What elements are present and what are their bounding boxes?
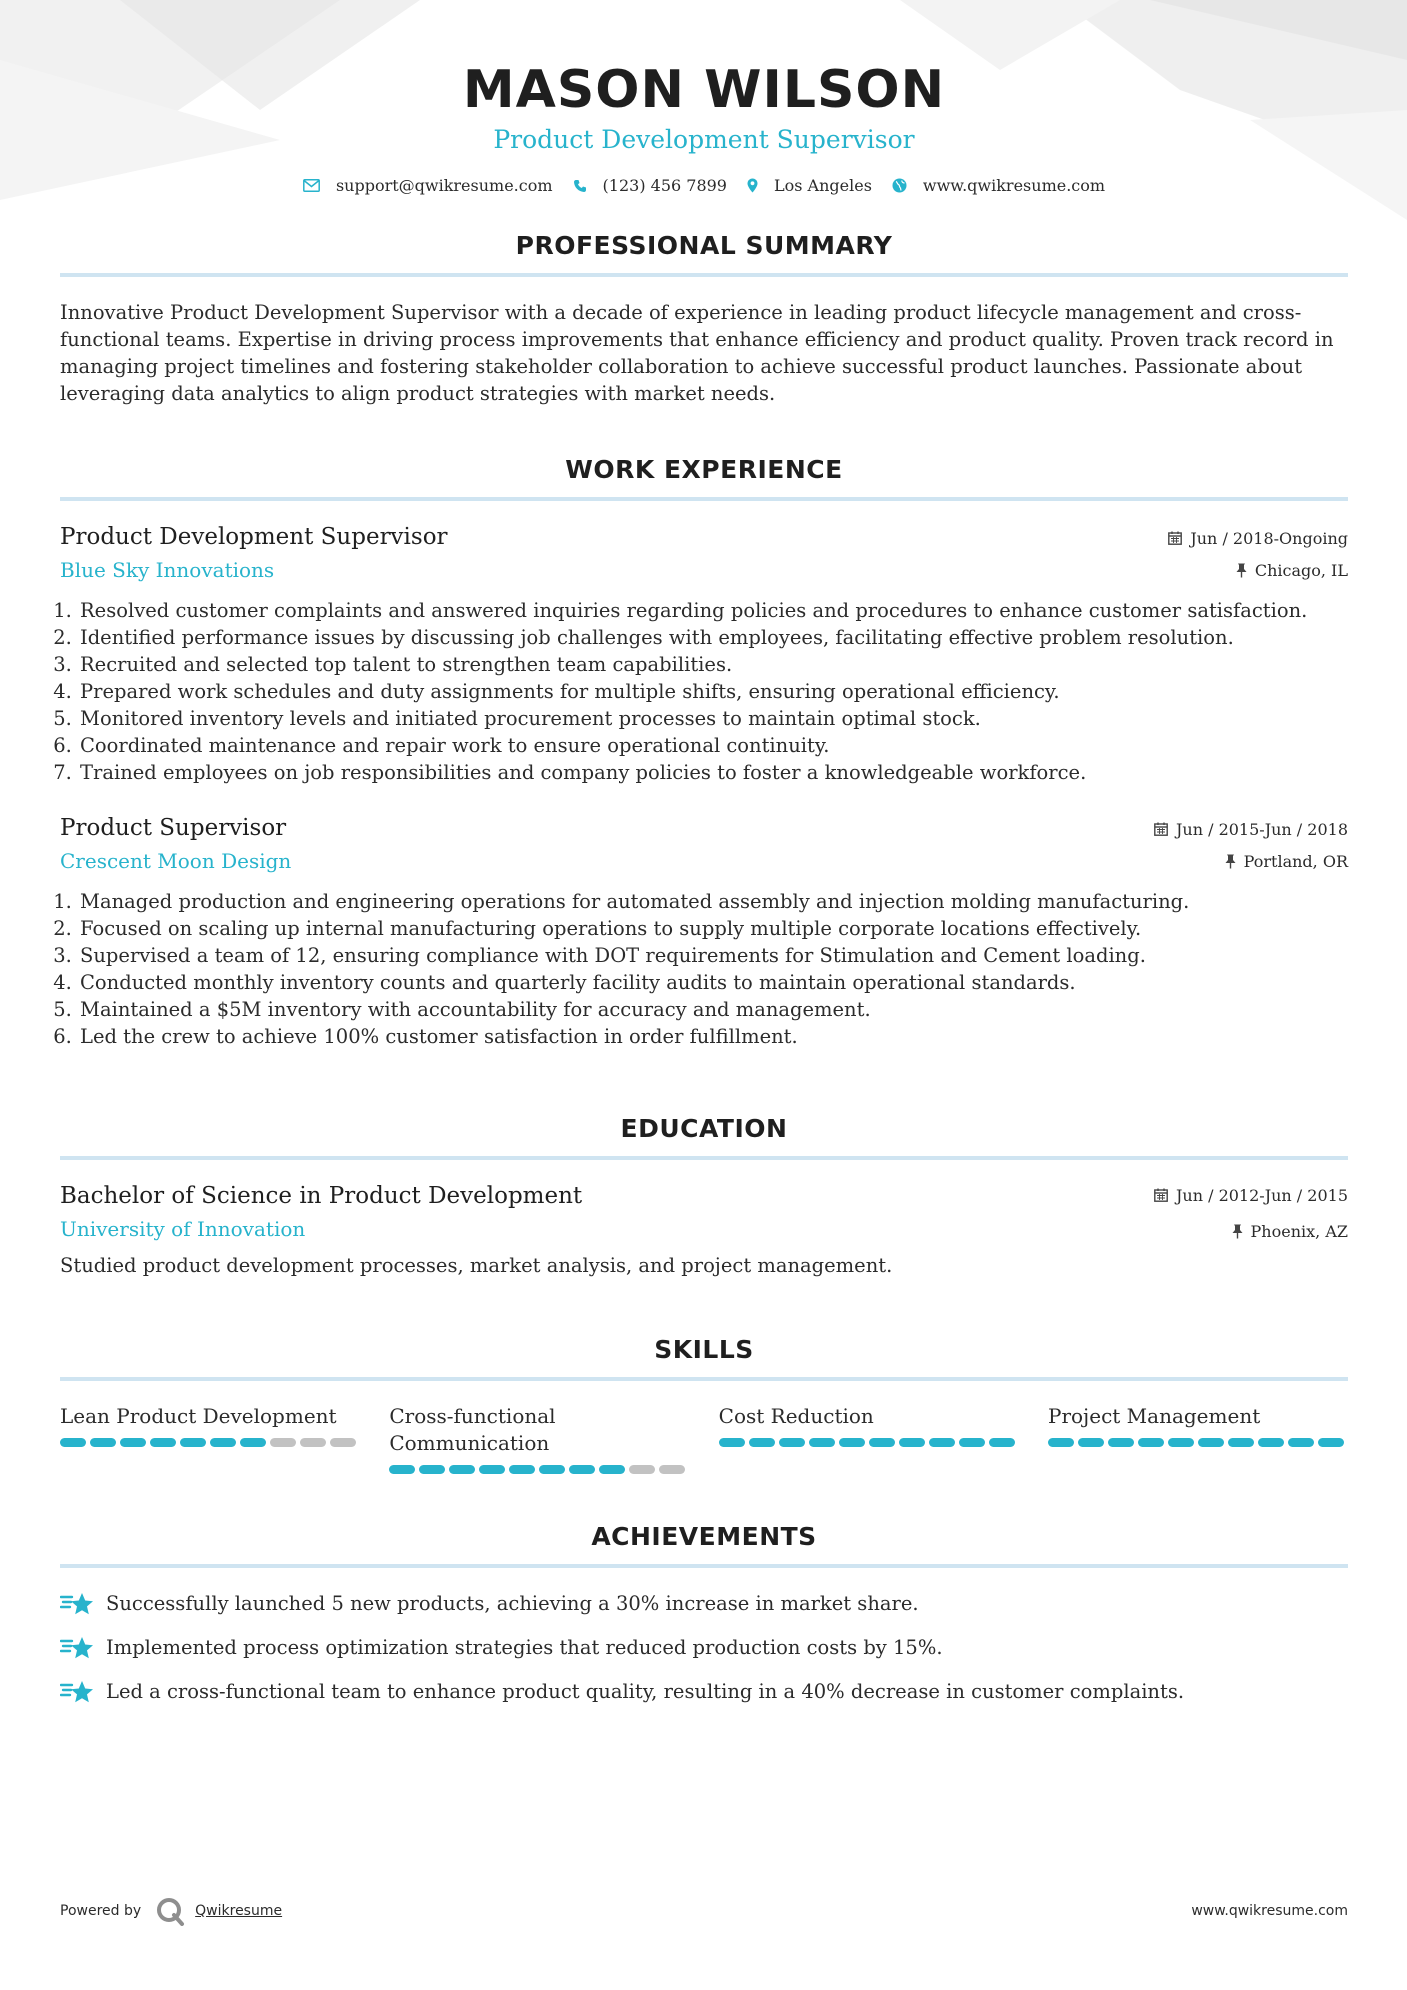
- education-entry: [60, 1182, 1348, 1279]
- list-item: 6. Coordinated maintenance and repair work to ensure operational continuity.: [78, 732, 1348, 759]
- contact-phone[interactable]: [573, 176, 727, 195]
- skill-item: [1048, 1403, 1348, 1474]
- powered-by-label: Powered by: [60, 1903, 142, 1919]
- shooting-star-icon: [60, 1635, 94, 1661]
- website-text: www.qwikresume.com: [922, 176, 1106, 195]
- globe-icon: [892, 178, 907, 193]
- job-company: Blue Sky Innovations: [60, 558, 275, 582]
- summary-text: Innovative Product Development Supervisor with a decade of experience in leading product lifecycle management and cross-functional teams. Expertise in driving process improvements that enhance efficiency and product quality. Proven track record in managing project timelines and fostering stakeholder collaboration to achieve successful product launches. Passionate about leveraging data analytics to align product strategies with market needs.: [60, 301, 1334, 405]
- skill-level-bar: [1048, 1438, 1348, 1447]
- skill-level-dot: [90, 1438, 116, 1447]
- list-item: 4. Prepared work schedules and duty assignments for multiple shifts, ensuring operational efficiency.: [78, 678, 1348, 705]
- achievement-text: Implemented process optimization strategies that reduced production costs by 15%.: [106, 1636, 943, 1659]
- phone-icon: [573, 179, 587, 193]
- page-footer: [60, 1896, 1348, 1926]
- skill-level-dot: [929, 1438, 955, 1447]
- resume-header: [60, 0, 1348, 195]
- achievement-text: Led a cross-functional team to enhance product quality, resulting in a 40% decrease in customer complaints.: [106, 1680, 1185, 1703]
- email-text: support@qwikresume.com: [335, 176, 553, 195]
- skill-name: Lean Product Development: [60, 1404, 337, 1428]
- education-dates: Jun / 2012-Jun / 2015: [1175, 1185, 1348, 1205]
- education-location: Phoenix, AZ: [1250, 1221, 1348, 1241]
- list-item: [60, 1678, 1348, 1705]
- achievements-section: [60, 1522, 1348, 1705]
- location-text: Los Angeles: [773, 176, 872, 195]
- skill-level-dot: [449, 1465, 475, 1474]
- pushpin-icon: [1236, 563, 1247, 578]
- skill-level-dot: [270, 1438, 296, 1447]
- list-item: [60, 1634, 1348, 1661]
- list-item: [60, 1590, 1348, 1617]
- skills-grid: [60, 1403, 1348, 1474]
- skills-section: [60, 1335, 1348, 1474]
- skill-level-dot: [1168, 1438, 1194, 1447]
- map-pin-icon: [747, 178, 758, 193]
- skill-level-dot: [1048, 1438, 1074, 1447]
- skill-level-dot: [180, 1438, 206, 1447]
- shooting-star-icon: [60, 1679, 94, 1705]
- footer-website[interactable]: www.qwikresume.com: [1191, 1903, 1348, 1919]
- summary-section: [60, 231, 1348, 407]
- list-item: 4. Conducted monthly inventory counts and quarterly facility audits to maintain operational standards.: [78, 969, 1348, 996]
- list-item: 1. Resolved customer complaints and answered inquiries regarding policies and procedures to enhance customer satisfaction.: [78, 597, 1348, 624]
- list-item: 3. Recruited and selected top talent to strengthen team capabilities.: [78, 651, 1348, 678]
- job-dates: Jun / 2018-Ongoing: [1190, 528, 1348, 548]
- list-item: 5. Maintained a $5M inventory with accountability for accuracy and management.: [78, 996, 1348, 1023]
- skill-level-dot: [569, 1465, 595, 1474]
- skill-level-dot: [1108, 1438, 1134, 1447]
- pushpin-icon: [1232, 1224, 1243, 1239]
- skill-level-dot: [300, 1438, 326, 1447]
- skill-level-dot: [749, 1438, 775, 1447]
- achievement-text: Successfully launched 5 new products, achieving a 30% increase in market share.: [106, 1592, 919, 1615]
- education-description: Studied product development processes, market analysis, and project management.: [60, 1254, 893, 1277]
- skill-level-dot: [1228, 1438, 1254, 1447]
- job-entry: [60, 523, 1348, 786]
- skill-level-dot: [839, 1438, 865, 1447]
- skill-level-dot: [60, 1438, 86, 1447]
- skill-level-dot: [150, 1438, 176, 1447]
- qwikresume-link[interactable]: Qwikresume: [195, 1903, 283, 1919]
- skill-name: Cost Reduction: [718, 1404, 874, 1428]
- envelope-icon: [303, 179, 320, 192]
- education-heading: EDUCATION: [620, 1114, 788, 1143]
- section-divider: [60, 273, 1348, 277]
- job-entry: [60, 814, 1348, 1050]
- skills-heading: SKILLS: [654, 1335, 754, 1364]
- skill-level-dot: [419, 1465, 445, 1474]
- section-divider: [60, 1156, 1348, 1160]
- contact-location: [747, 176, 872, 195]
- education-section: [60, 1114, 1348, 1279]
- skill-level-dot: [240, 1438, 266, 1447]
- skill-level-dot: [509, 1465, 535, 1474]
- calendar-icon: [1168, 531, 1182, 545]
- list-item: 7. Trained employees on job responsibilities and company policies to foster a knowledgeable workforce.: [78, 759, 1348, 786]
- job-location: Portland, OR: [1243, 851, 1348, 871]
- skill-level-dot: [599, 1465, 625, 1474]
- skill-level-dot: [1198, 1438, 1224, 1447]
- calendar-icon: [1154, 822, 1168, 836]
- section-divider: [60, 1564, 1348, 1568]
- job-duties-list: [60, 888, 1348, 1050]
- shooting-star-icon: [60, 1591, 94, 1617]
- summary-heading: PROFESSIONAL SUMMARY: [515, 231, 893, 260]
- candidate-name: MASON WILSON: [462, 60, 946, 120]
- contact-row: [60, 176, 1348, 195]
- skill-level-bar: [719, 1438, 1019, 1447]
- section-divider: [60, 497, 1348, 501]
- job-company: Crescent Moon Design: [60, 849, 292, 873]
- list-item: 5. Monitored inventory levels and initiated procurement processes to maintain optimal stock.: [78, 705, 1348, 732]
- skill-level-bar: [60, 1438, 360, 1447]
- candidate-role: Product Development Supervisor: [493, 125, 915, 154]
- skill-level-bar: [389, 1465, 689, 1474]
- skill-item: [719, 1403, 1019, 1474]
- phone-text: (123) 456 7899: [602, 176, 727, 195]
- skill-name: Cross-functional Communication: [389, 1404, 556, 1455]
- skill-level-dot: [210, 1438, 236, 1447]
- skill-level-dot: [389, 1465, 415, 1474]
- list-item: 3. Supervised a team of 12, ensuring compliance with DOT requirements for Stimulation and Cement loading.: [78, 942, 1348, 969]
- list-item: 1. Managed production and engineering operations for automated assembly and injection molding manufacturing.: [78, 888, 1348, 915]
- experience-heading: WORK EXPERIENCE: [565, 455, 843, 484]
- skill-level-dot: [659, 1465, 685, 1474]
- skill-level-dot: [779, 1438, 805, 1447]
- contact-email[interactable]: [303, 176, 553, 195]
- skill-level-dot: [989, 1438, 1015, 1447]
- skill-level-dot: [899, 1438, 925, 1447]
- school-name: University of Innovation: [60, 1217, 306, 1241]
- skill-level-dot: [1078, 1438, 1104, 1447]
- skill-name: Project Management: [1047, 1404, 1261, 1428]
- skill-level-dot: [719, 1438, 745, 1447]
- degree-title: Bachelor of Science in Product Development: [60, 1183, 583, 1209]
- skill-level-dot: [120, 1438, 146, 1447]
- skill-level-dot: [869, 1438, 895, 1447]
- job-location: Chicago, IL: [1254, 560, 1348, 580]
- skill-level-dot: [330, 1438, 356, 1447]
- skill-item: [389, 1403, 689, 1474]
- job-title: Product Supervisor: [60, 815, 287, 841]
- list-item: 2. Focused on scaling up internal manufacturing operations to supply multiple corporate locations effectively.: [78, 915, 1348, 942]
- skill-level-dot: [1288, 1438, 1314, 1447]
- experience-section: [60, 455, 1348, 1050]
- contact-website[interactable]: [892, 176, 1105, 195]
- skill-level-dot: [809, 1438, 835, 1447]
- achievements-list: [60, 1590, 1348, 1705]
- skill-level-dot: [1318, 1438, 1344, 1447]
- qwikresume-logo-icon: [155, 1896, 185, 1926]
- skill-item: [60, 1403, 360, 1474]
- skill-level-dot: [959, 1438, 985, 1447]
- pushpin-icon: [1225, 854, 1236, 869]
- calendar-icon: [1154, 1188, 1168, 1202]
- resume-page: [60, 0, 1348, 1705]
- job-title: Product Development Supervisor: [60, 524, 448, 550]
- list-item: 6. Led the crew to achieve 100% customer satisfaction in order fulfillment.: [78, 1023, 1348, 1050]
- skill-level-dot: [539, 1465, 565, 1474]
- skill-level-dot: [1138, 1438, 1164, 1447]
- job-dates: Jun / 2015-Jun / 2018: [1175, 819, 1348, 839]
- job-duties-list: [60, 597, 1348, 786]
- section-divider: [60, 1377, 1348, 1381]
- skill-level-dot: [629, 1465, 655, 1474]
- skill-level-dot: [479, 1465, 505, 1474]
- achievements-heading: ACHIEVEMENTS: [591, 1522, 817, 1551]
- skill-level-dot: [1258, 1438, 1284, 1447]
- list-item: 2. Identified performance issues by discussing job challenges with employees, facilitating effective problem resolution.: [78, 624, 1348, 651]
